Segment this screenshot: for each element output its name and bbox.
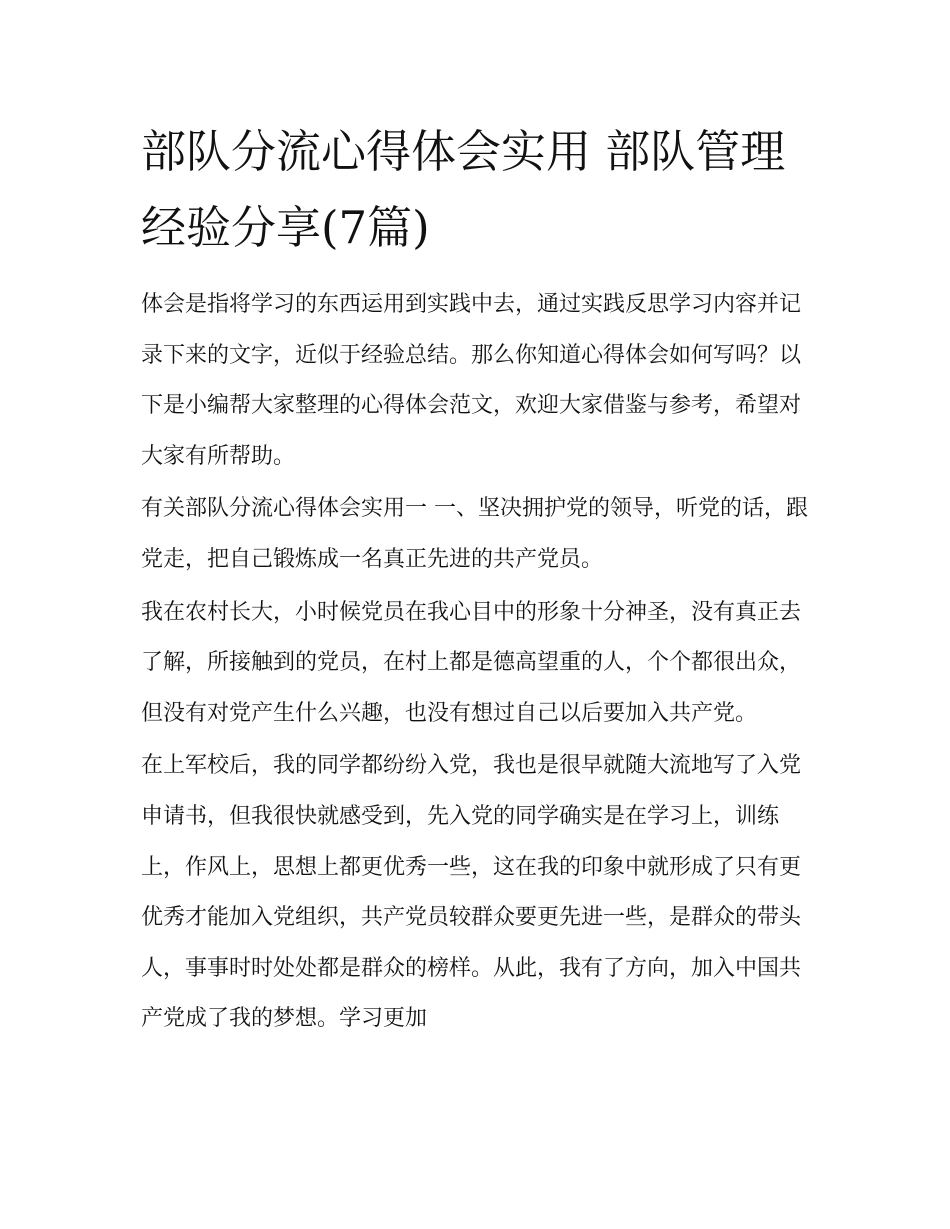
document-title: 部队分流心得体会实用 部队管理经验分享(7篇) (141, 125, 786, 254)
document-page (141, 114, 813, 1047)
body-paragraph: 我在农村长大，小时候党员在我心目中的形象十分神圣，没有真正去了解，所接触到的党员，在村上都是德高望重的人，个个都很出众，但没有对党产生什么兴趣，也没有想过自己以后要加入共产党。 (141, 599, 802, 726)
intro-paragraph: 体会是指将学习的东西运用到实践中去，通过实践反思学习内容并记录下来的文字，近似于经验总结。那么你知道心得体会如何写吗？以下是小编帮大家整理的心得体会范文，欢迎大家借鉴与参考，希望对大家有所帮助。 (141, 292, 802, 469)
body-paragraph: 在上军校后，我的同学都纷纷入党，我也是很早就随大流地写了入党申请书，但我很快就感受到，先入党的同学确实是在学习上，训练上，作风上，思想上都更优秀一些，这在我的印象中就形成了只有更优秀才能加入党组织，共产党员较群众要更先进一些，是群众的带头人，事事时时处处都是群众的榜样。从此，我有了方向，加入中国共产党成了我的梦想。学习更加 (141, 753, 802, 1032)
section-heading-paragraph: 有关部队分流心得体会实用一 一、坚决拥护党的领导，听党的话，跟党走，把自己锻炼成一名真正先进的共产党员。 (141, 496, 808, 572)
